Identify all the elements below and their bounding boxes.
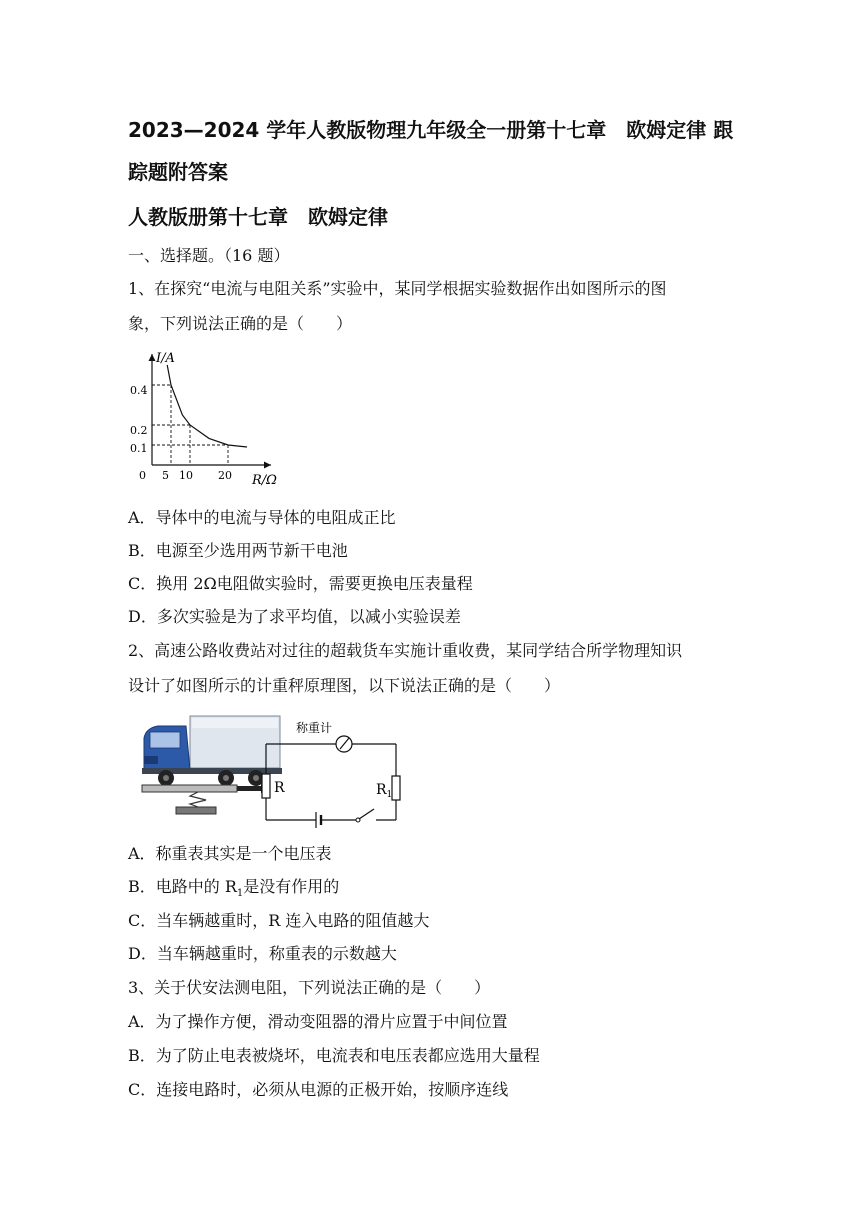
origin-label: 0 — [139, 469, 146, 482]
resistor-r-label: R — [274, 780, 285, 796]
resistor-r — [262, 774, 270, 798]
battery-icon — [316, 812, 321, 828]
q1-option-b: B．电源至少选用两节新干电池 — [128, 541, 348, 560]
q3-option-a: A．为了操作方便，滑动变阻器的滑片应置于中间位置 — [128, 1012, 508, 1031]
q1-option-c: C．换用 2Ω电阻做实验时，需要更换电压表量程 — [128, 574, 473, 593]
q3-option-b: B．为了防止电表被烧坏，电流表和电压表都应选用大量程 — [128, 1046, 540, 1065]
q1-current-resistance-graph — [126, 348, 286, 488]
q3-option-c: C．连接电路时，必须从电源的正极开始，按顺序连线 — [128, 1080, 509, 1099]
q2-option-b: B．电路中的 $R_1$是没有作用的 — [128, 877, 340, 900]
y-tick-0.1: 0.1 — [130, 442, 148, 455]
spring-icon — [190, 792, 206, 807]
scale-platform — [142, 785, 237, 792]
q1-stem-line2: 象，下列说法正确的是（ ） — [128, 314, 353, 333]
y-tick-0.2: 0.2 — [130, 424, 148, 437]
meter-label: 称重计 — [296, 721, 333, 735]
slider-rod — [237, 786, 261, 791]
resistor-r1-label: $R_1$ — [376, 782, 393, 800]
x-axis-label: R/Ω — [252, 473, 277, 488]
scale-base — [176, 807, 216, 814]
q2-stem-line1: 2、高速公路收费站对过往的超载货车实施计重收费，某同学结合所学物理知识 — [128, 641, 683, 660]
truck-icon — [142, 716, 282, 786]
q3-stem: 3、关于伏安法测电阻，下列说法正确的是（ ） — [128, 978, 491, 997]
weighing-scale-circuit-figure — [128, 712, 418, 836]
q2-option-d: D．当车辆越重时，称重表的示数越大 — [128, 944, 397, 963]
x-tick-10: 10 — [179, 469, 193, 482]
doc-title-line2: 踪题附答案 — [128, 160, 228, 184]
section-heading: 一、选择题。（16 题） — [128, 246, 290, 265]
chapter-subtitle: 人教版册第十七章 欧姆定律 — [128, 205, 388, 229]
x-tick-20: 20 — [218, 469, 232, 482]
switch-icon — [356, 809, 374, 822]
x-tick-5: 5 — [162, 469, 169, 482]
doc-title-line1: 2023—2024 学年人教版物理九年级全一册第十七章 欧姆定律 跟 — [128, 118, 734, 142]
q2-option-c: C．当车辆越重时，R 连入电路的阻值越大 — [128, 911, 430, 930]
current-curve — [167, 365, 247, 447]
resistor-r1 — [392, 776, 400, 800]
q2-stem-line2: 设计了如图所示的计重秤原理图，以下说法正确的是（ ） — [128, 676, 561, 695]
q1-stem-line1: 1、在探究“电流与电阻关系”实验中，某同学根据实验数据作出如图所示的图 — [128, 279, 667, 298]
q2-option-a: A．称重表其实是一个电压表 — [128, 844, 332, 863]
y-tick-0.4: 0.4 — [130, 384, 148, 397]
q1-option-a: A．导体中的电流与导体的电阻成正比 — [128, 508, 396, 527]
y-axis-label: I/A — [156, 351, 175, 366]
q1-option-d: D．多次实验是为了求平均值，以减小实验误差 — [128, 607, 461, 626]
